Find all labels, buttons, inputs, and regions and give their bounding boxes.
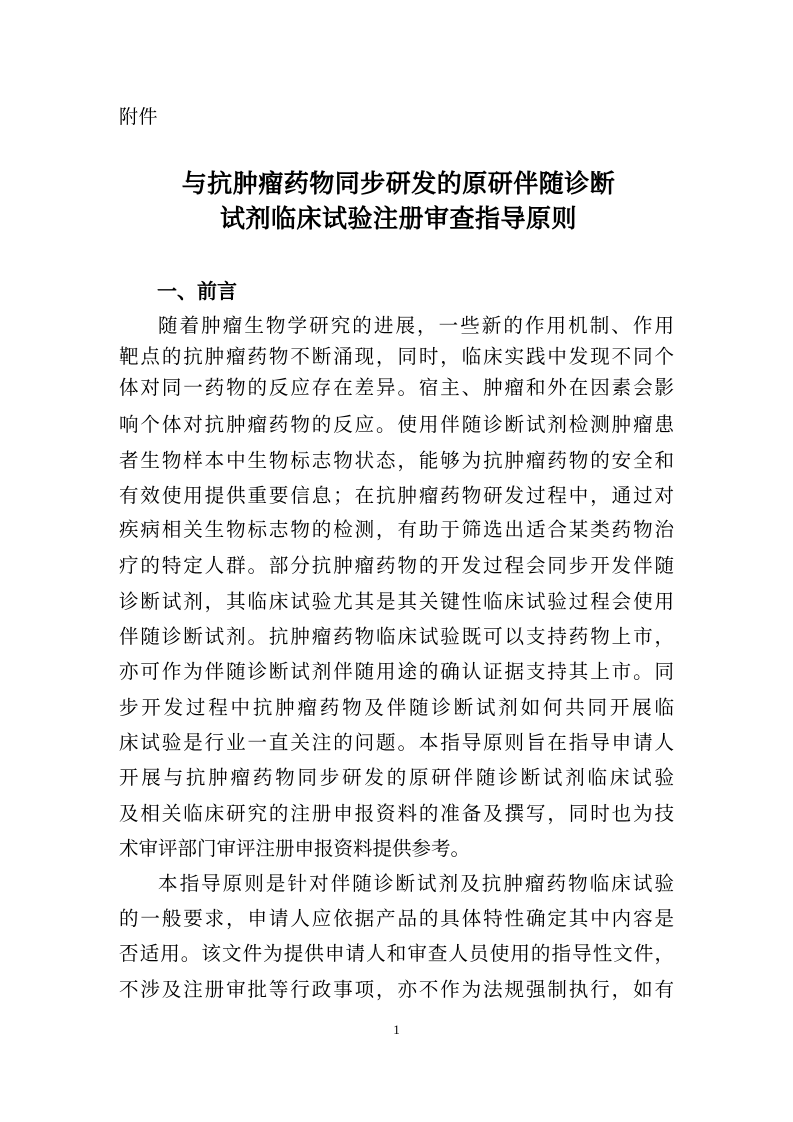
paragraph-1-line: 步开发过程中抗肿瘤药物及伴随诊断试剂如何共同开展临 [119,696,674,719]
paragraph-1-line: 疾病相关生物标志物的检测，有助于筛选出适合某类药物治 [119,518,674,541]
paragraph-1-line: 床试验是行业一直关注的问题。本指导原则旨在指导申请人 [119,731,674,754]
paragraph-1-line: 有效使用提供重要信息；在抗肿瘤药物研发过程中，通过对 [119,484,674,507]
paragraph-1-line: 疗的特定人群。部分抗肿瘤药物的开发过程会同步开发伴随 [119,554,674,577]
paragraph-1-line: 者生物样本中生物标志物状态，能够为抗肿瘤药物的安全和 [119,449,674,472]
attachment-label: 附件 [119,106,159,128]
paragraph-1-line: 术审评部门审评注册申报资料提供参考。 [119,837,471,860]
paragraph-2-line: 否适用。该文件为提供申请人和审查人员使用的指导性文件， [119,942,674,965]
paragraph-2-line: 本指导原则是针对伴随诊断试剂及抗肿瘤药物临床试验 [158,872,674,895]
paragraph-1-line: 靶点的抗肿瘤药物不断涌现，同时，临床实践中发现不同个 [119,345,674,368]
paragraph-1-line: 及相关临床研究的注册申报资料的准备及撰写，同时也为技 [119,802,674,825]
paragraph-1-line: 响个体对抗肿瘤药物的反应。使用伴随诊断试剂检测肿瘤患 [119,413,674,436]
page-number: 1 [393,1022,400,1037]
paragraph-1-line: 体对同一药物的反应存在差异。宿主、肿瘤和外在因素会影 [119,376,674,399]
section-heading-preface: 一、前言 [157,279,237,303]
document-title-line-1: 与抗肿瘤药物同步研发的原研伴随诊断 [181,169,616,198]
paragraph-2-line: 不涉及注册审批等行政事项，亦不作为法规强制执行，如有 [119,978,674,1001]
paragraph-1-line: 伴随诊断试剂。抗肿瘤药物临床试验既可以支持药物上市， [119,625,674,648]
document-title-line-2: 试剂临床试验注册审查指导原则 [219,204,577,233]
paragraph-1-line: 诊断试剂，其临床试验尤其是其关键性临床试验过程会使用 [119,590,674,613]
paragraph-2-line: 的一般要求，申请人应依据产品的具体特性确定其中内容是 [119,907,674,930]
paragraph-1-line: 随着肿瘤生物学研究的进展，一些新的作用机制、作用 [158,314,674,337]
paragraph-1-line: 亦可作为伴随诊断试剂伴随用途的确认证据支持其上市。同 [119,660,674,683]
paragraph-1-line: 开展与抗肿瘤药物同步研发的原研伴随诊断试剂临床试验 [119,766,674,789]
